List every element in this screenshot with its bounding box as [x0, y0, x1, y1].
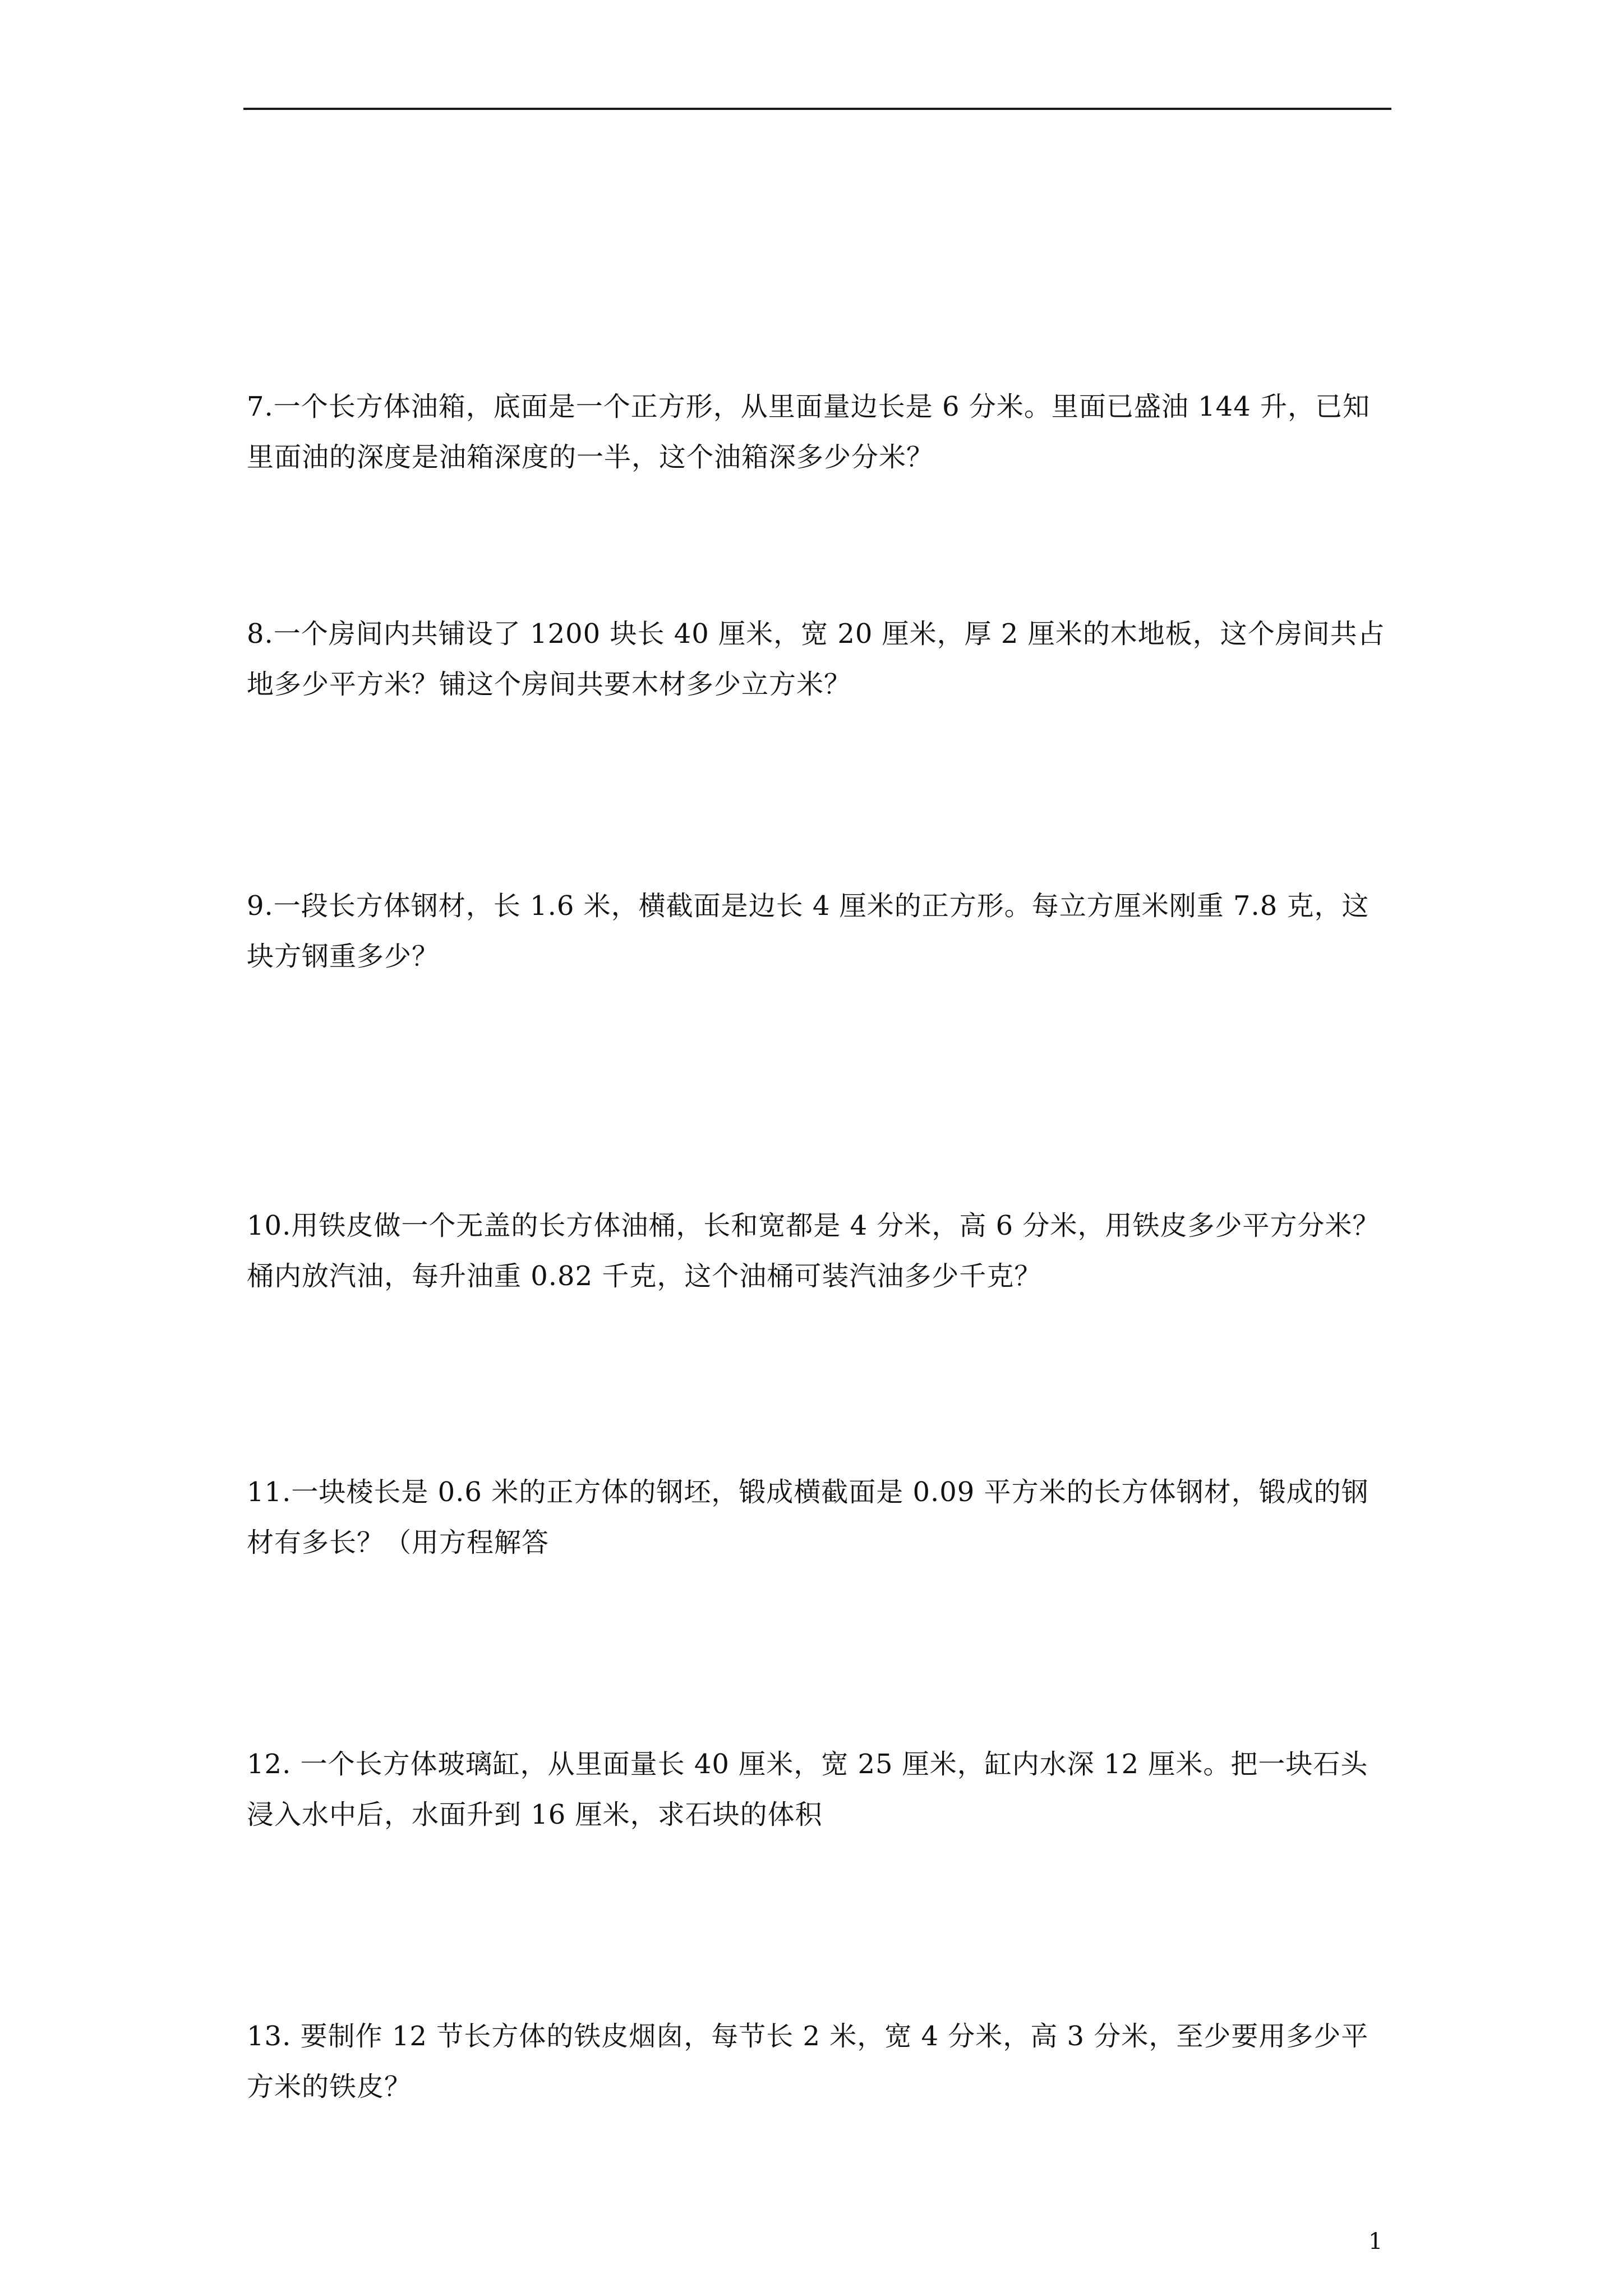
- question-11: [247, 1467, 1394, 1568]
- question-13-line-1: 13. 要制作 12 节长方体的铁皮烟囱，每节长 2 米，宽 4 分米，高 3 分米，至少要用多少平: [247, 2021, 1369, 2052]
- question-11-line-1: 11.一块棱长是 0.6 米的正方体的钢坯，锻成横截面是 0.09 平方米的长方体钢材，锻成的钢: [247, 1476, 1369, 1508]
- question-10: [247, 1200, 1394, 1301]
- question-13-line-2: 方米的铁皮？: [247, 2071, 412, 2102]
- question-8-line-1: 8.一个房间内共铺设了 1200 块长 40 厘米，宽 20 厘米，厚 2 厘米的木地板，这个房间共占: [247, 618, 1385, 650]
- question-7: [247, 381, 1394, 482]
- question-9-line-2: 块方钢重多少？: [247, 941, 440, 972]
- question-10-line-2: 桶内放汽油，每升油重 0.82 千克，这个油桶可装汽油多少千克？: [247, 1260, 1042, 1292]
- question-13: [247, 2011, 1394, 2112]
- question-12: [247, 1739, 1394, 1840]
- question-7-line-2: 里面油的深度是油箱深度的一半，这个油箱深多少分米？: [247, 441, 934, 473]
- question-9: [247, 881, 1394, 982]
- question-12-line-2: 浸入水中后，水面升到 16 厘米，求石块的体积: [247, 1799, 823, 1830]
- question-9-line-1: 9.一段长方体钢材，长 1.6 米，横截面是边长 4 厘米的正方形。每立方厘米刚重 7.8 克，这: [247, 890, 1370, 922]
- question-12-line-1: 12. 一个长方体玻璃缸，从里面量长 40 厘米，宽 25 厘米，缸内水深 12 厘米。把一块石头: [247, 1749, 1368, 1780]
- page-number: 1: [1368, 2229, 1383, 2254]
- question-11-line-2: 材有多长？（用方程解答: [247, 1527, 550, 1558]
- question-10-line-1: 10.用铁皮做一个无盖的长方体油桶，长和宽都是 4 分米，高 6 分米，用铁皮多少平方分米？: [247, 1210, 1380, 1241]
- question-7-line-1: 7.一个长方体油箱，底面是一个正方形，从里面量边长是 6 分米。里面已盛油 144 升，已知: [247, 391, 1370, 422]
- header-rule: [243, 108, 1391, 110]
- question-8-line-2: 地多少平方米？铺这个房间共要木材多少立方米？: [247, 669, 852, 700]
- question-8: [247, 609, 1394, 710]
